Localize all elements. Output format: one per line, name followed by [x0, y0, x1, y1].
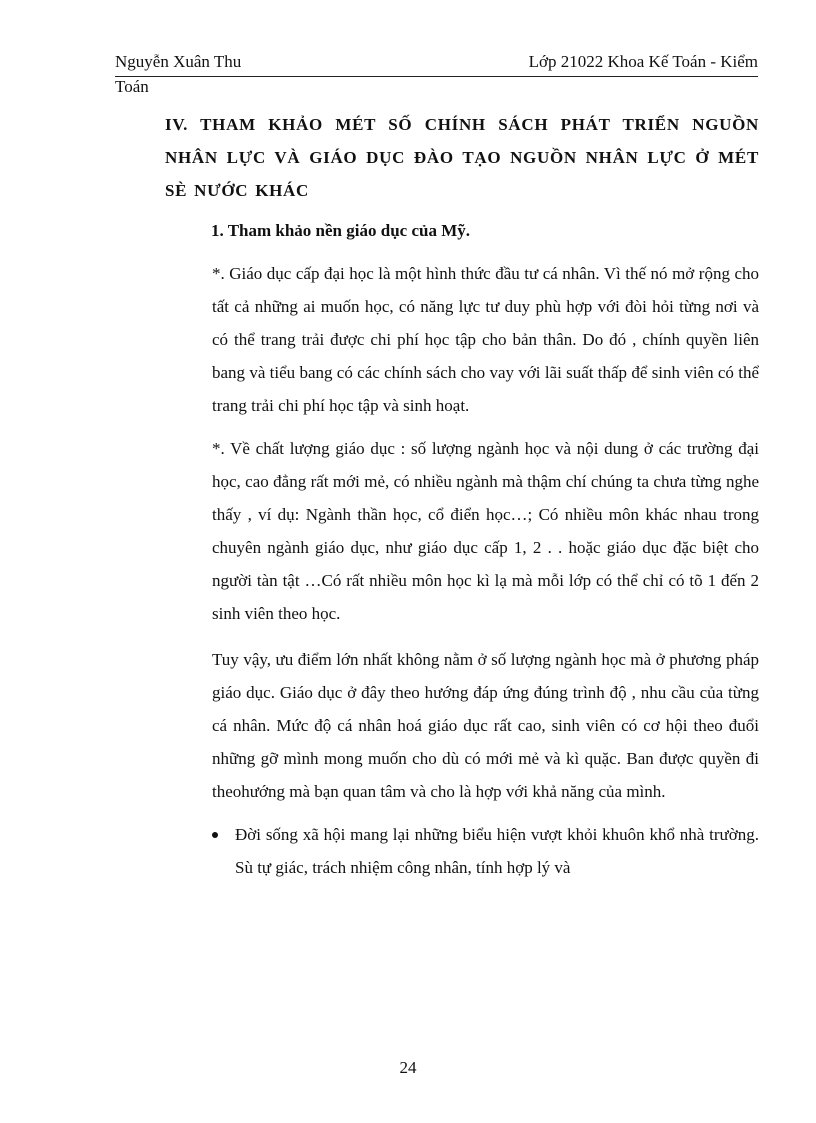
header-class-info-continued: Toán [115, 77, 149, 96]
header-class-info: Lớp 21022 Khoa Kế Toán - Kiểm [528, 52, 758, 71]
paragraph: *. Về chất lượng giáo dục : số lượng ngành học và nội dung ở các trường đại học, cao đẳng rất mới mẻ, có nhiều ngành mà thậm chí chúng ta chưa từng nghe thấy , ví dụ: Ngành thần học, cổ điển học…; Có nhiều môn khác nhau trong chuyên ngành giáo dục, như giáo dục cấp 1, 2 . . hoặc giáo dục đặc biệt cho người tàn tật …Có rất nhiều môn học kì lạ mà mỗi lớp có thể chỉ có tõ 1 đến 2 sinh viên theo học. [212, 439, 759, 623]
document-body [165, 108, 759, 884]
header-divider [115, 76, 758, 77]
bullet-icon [212, 832, 218, 838]
bullet-list [165, 818, 759, 884]
paragraph: Tuy vậy, ưu điểm lớn nhất không nằm ở số lượng ngành học mà ở phương pháp giáo dục. Giáo dục ở đây theo hướng đáp ứng đúng trình độ , nhu cầu của từng cá nhân. Mức độ cá nhân hoá giáo dục rất cao, sinh viên có cơ hội theo đuổi những gỡ mình mong muốn cho dù có mới mẻ và kì quặc. Ban được quyền đi theohướng mà bạn quan tâm và cho là hợp với khả năng của mình. [212, 650, 759, 801]
header-author: Nguyễn Xuân Thu [115, 52, 242, 71]
subsection-title: 1. Tham khảo nền giáo dục của Mỹ. [211, 221, 470, 240]
bullet-item [235, 818, 759, 884]
page-header [115, 52, 758, 78]
bullet-text: Đời sống xã hội mang lại những biểu hiện vượt khỏi khuôn khổ nhà trường. Sù tự giác, trách nhiệm công nhân, tính hợp lý và [235, 825, 759, 877]
paragraph: *. Giáo dục cấp đại học là một hình thức đầu tư cá nhân. Vì thế nó mở rộng cho tất cả những ai muốn học, có năng lực tư duy phù hợp với đòi hỏi từng nơi và có thể trang trải được chi phí học tập cho bản thân. Do đó , chính quyền liên bang và tiểu bang có các chính sách cho vay với lãi suất thấp để sinh viên có thể trang trải chi phí học tập và sinh hoạt. [212, 264, 759, 415]
page-number: 24 [399, 1058, 417, 1077]
section-title: IV. THAM KHẢO MÉT SỐ CHÍNH SÁCH PHÁT TRIỂN NGUỒN NHÂN LỰC VÀ GIÁO DỤC ĐÀO TẠO NGUỒN NHÂN LỰC Ở MÉT SÈ NƯỚC KHÁC [165, 115, 759, 200]
